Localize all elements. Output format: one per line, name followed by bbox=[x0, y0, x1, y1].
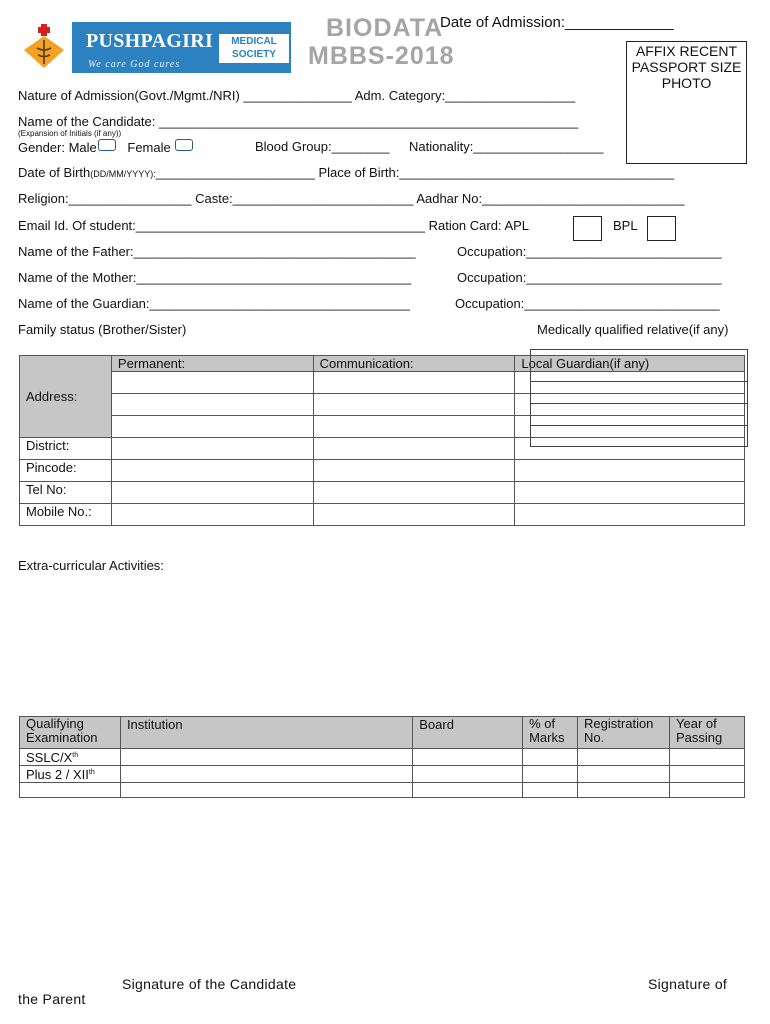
address-label-cell bbox=[20, 356, 112, 438]
address-cell[interactable] bbox=[515, 504, 745, 526]
address-cell[interactable] bbox=[111, 372, 313, 394]
address-cell[interactable] bbox=[515, 460, 745, 482]
qual-cell[interactable] bbox=[413, 766, 523, 783]
qual-cell[interactable] bbox=[413, 783, 523, 798]
signature-candidate: Signature of the Candidate bbox=[122, 976, 297, 992]
title-biodata: BIODATA bbox=[326, 14, 444, 42]
qual-cell[interactable] bbox=[20, 783, 121, 798]
logo-emblem bbox=[20, 22, 72, 73]
address-cell[interactable] bbox=[111, 394, 313, 416]
photo-text-2: PASSPORT SIZE bbox=[631, 59, 742, 75]
header-board: Board bbox=[413, 717, 523, 749]
extra-curricular: Extra-curricular Activities: bbox=[18, 558, 164, 573]
address-cell[interactable] bbox=[313, 438, 515, 460]
sslc-label: SSLC/X bbox=[26, 750, 73, 765]
qual-cell[interactable] bbox=[413, 749, 523, 766]
header-year: Year of Passing bbox=[670, 717, 745, 749]
date-of-admission: Date of Admission:_____________ bbox=[440, 14, 674, 31]
cross-emblem-icon bbox=[20, 22, 72, 73]
signature-parent-2: the Parent bbox=[18, 991, 86, 1007]
address-cell[interactable] bbox=[313, 416, 515, 438]
row-pincode: Pincode: bbox=[20, 460, 112, 482]
blood-group: Blood Group:________ bbox=[255, 139, 390, 154]
qual-cell[interactable] bbox=[523, 766, 578, 783]
col-communication: Communication: bbox=[313, 356, 515, 372]
bpl-checkbox[interactable] bbox=[647, 216, 676, 241]
dob-line: ______________________ Place of Birth:______________________________________ bbox=[155, 165, 675, 180]
row-plus2 bbox=[20, 766, 121, 783]
plus2-sup: th bbox=[88, 769, 95, 776]
bpl-label: BPL bbox=[613, 218, 638, 233]
row-mobile: Mobile No.: bbox=[20, 504, 112, 526]
nature-of-admission: Nature of Admission(Govt./Mgmt./NRI) _______________ Adm. Category:__________________ bbox=[18, 88, 576, 103]
father-name: Name of the Father:_______________________________________ bbox=[18, 244, 416, 259]
sslc-sup: th bbox=[72, 752, 79, 759]
plus2-label: Plus 2 / XII bbox=[26, 767, 89, 782]
photo-text-1: AFFIX RECENT bbox=[635, 43, 738, 59]
gender-male-label: Gender: Male bbox=[18, 140, 97, 155]
photo-box bbox=[626, 41, 747, 164]
address-cell[interactable] bbox=[515, 482, 745, 504]
female-checkbox[interactable] bbox=[175, 139, 193, 151]
qual-cell[interactable] bbox=[670, 749, 745, 766]
qual-cell[interactable] bbox=[578, 749, 670, 766]
family-status: Family status (Brother/Sister) bbox=[18, 322, 187, 337]
col-permanent: Permanent: bbox=[111, 356, 313, 372]
logo-society-line-2: SOCIETY bbox=[232, 49, 276, 60]
mother-name: Name of the Mother:______________________________________ bbox=[18, 270, 412, 285]
qual-cell[interactable] bbox=[670, 766, 745, 783]
qual-cell[interactable] bbox=[120, 783, 412, 798]
apl-checkbox[interactable] bbox=[573, 216, 602, 241]
gender-female-label: Female bbox=[127, 140, 171, 155]
qual-cell[interactable] bbox=[578, 783, 670, 798]
header-marks: % of Marks bbox=[523, 717, 578, 749]
dob-format: (DD/MM/YYYY): bbox=[90, 169, 156, 179]
address-cell[interactable] bbox=[313, 460, 515, 482]
col-local-guardian: Local Guardian(if any) bbox=[515, 356, 745, 372]
address-cell[interactable] bbox=[313, 504, 515, 526]
address-cell[interactable] bbox=[111, 482, 313, 504]
email-ration: Email Id. Of student:________________________________________ Ration Card: APL bbox=[18, 218, 530, 233]
dob-label: Date of Birth bbox=[18, 165, 91, 180]
address-cell[interactable] bbox=[313, 482, 515, 504]
medically-qualified-relative: Medically qualified relative(if any) bbox=[537, 322, 729, 337]
nationality: Nationality:__________________ bbox=[409, 139, 604, 154]
header-qualifying: Qualifying Examination bbox=[20, 717, 121, 749]
title-mbbs: MBBS-2018 bbox=[308, 42, 455, 70]
signature-parent-1: Signature of bbox=[648, 976, 728, 992]
qual-cell[interactable] bbox=[120, 766, 412, 783]
address-label: Address: bbox=[26, 389, 78, 404]
expansion-note: (Expansion of Initials (if any)) bbox=[18, 129, 122, 138]
logo-tagline: We care God cures bbox=[88, 59, 181, 70]
header-registration: Registration No. bbox=[578, 717, 670, 749]
row-district: District: bbox=[20, 438, 112, 460]
pushpagiri-logo bbox=[20, 22, 291, 73]
row-sslc bbox=[20, 749, 121, 766]
religion-caste-aadhar: Religion:_________________ Caste:_________________________ Aadhar No:____________________________ bbox=[18, 191, 685, 206]
address-cell[interactable] bbox=[111, 416, 313, 438]
address-cell[interactable] bbox=[111, 504, 313, 526]
header-institution: Institution bbox=[120, 717, 412, 749]
qualification-table bbox=[19, 716, 745, 798]
guardian-occupation: Occupation:___________________________ bbox=[455, 296, 720, 311]
address-cell[interactable] bbox=[313, 394, 515, 416]
logo-name: PUSHPAGIRI bbox=[86, 30, 214, 52]
male-checkbox[interactable] bbox=[98, 139, 116, 151]
logo-society-line-1: MEDICAL bbox=[231, 36, 277, 47]
row-tel: Tel No: bbox=[20, 482, 112, 504]
qual-cell[interactable] bbox=[578, 766, 670, 783]
father-occupation: Occupation:___________________________ bbox=[457, 244, 722, 259]
local-guardian-overlay bbox=[530, 349, 748, 447]
qual-cell[interactable] bbox=[670, 783, 745, 798]
gender-row bbox=[18, 139, 193, 155]
date-of-birth bbox=[18, 165, 674, 180]
mother-occupation: Occupation:___________________________ bbox=[457, 270, 722, 285]
logo-society bbox=[219, 34, 289, 63]
photo-text-3: PHOTO bbox=[661, 75, 712, 91]
address-cell[interactable] bbox=[313, 372, 515, 394]
candidate-name: Name of the Candidate: __________________________________________________________ bbox=[18, 114, 579, 129]
guardian-name: Name of the Guardian:____________________________________ bbox=[18, 296, 410, 311]
address-cell[interactable] bbox=[111, 438, 313, 460]
qual-cell[interactable] bbox=[523, 749, 578, 766]
qual-cell[interactable] bbox=[523, 783, 578, 798]
qual-cell[interactable] bbox=[120, 749, 412, 766]
address-cell[interactable] bbox=[111, 460, 313, 482]
